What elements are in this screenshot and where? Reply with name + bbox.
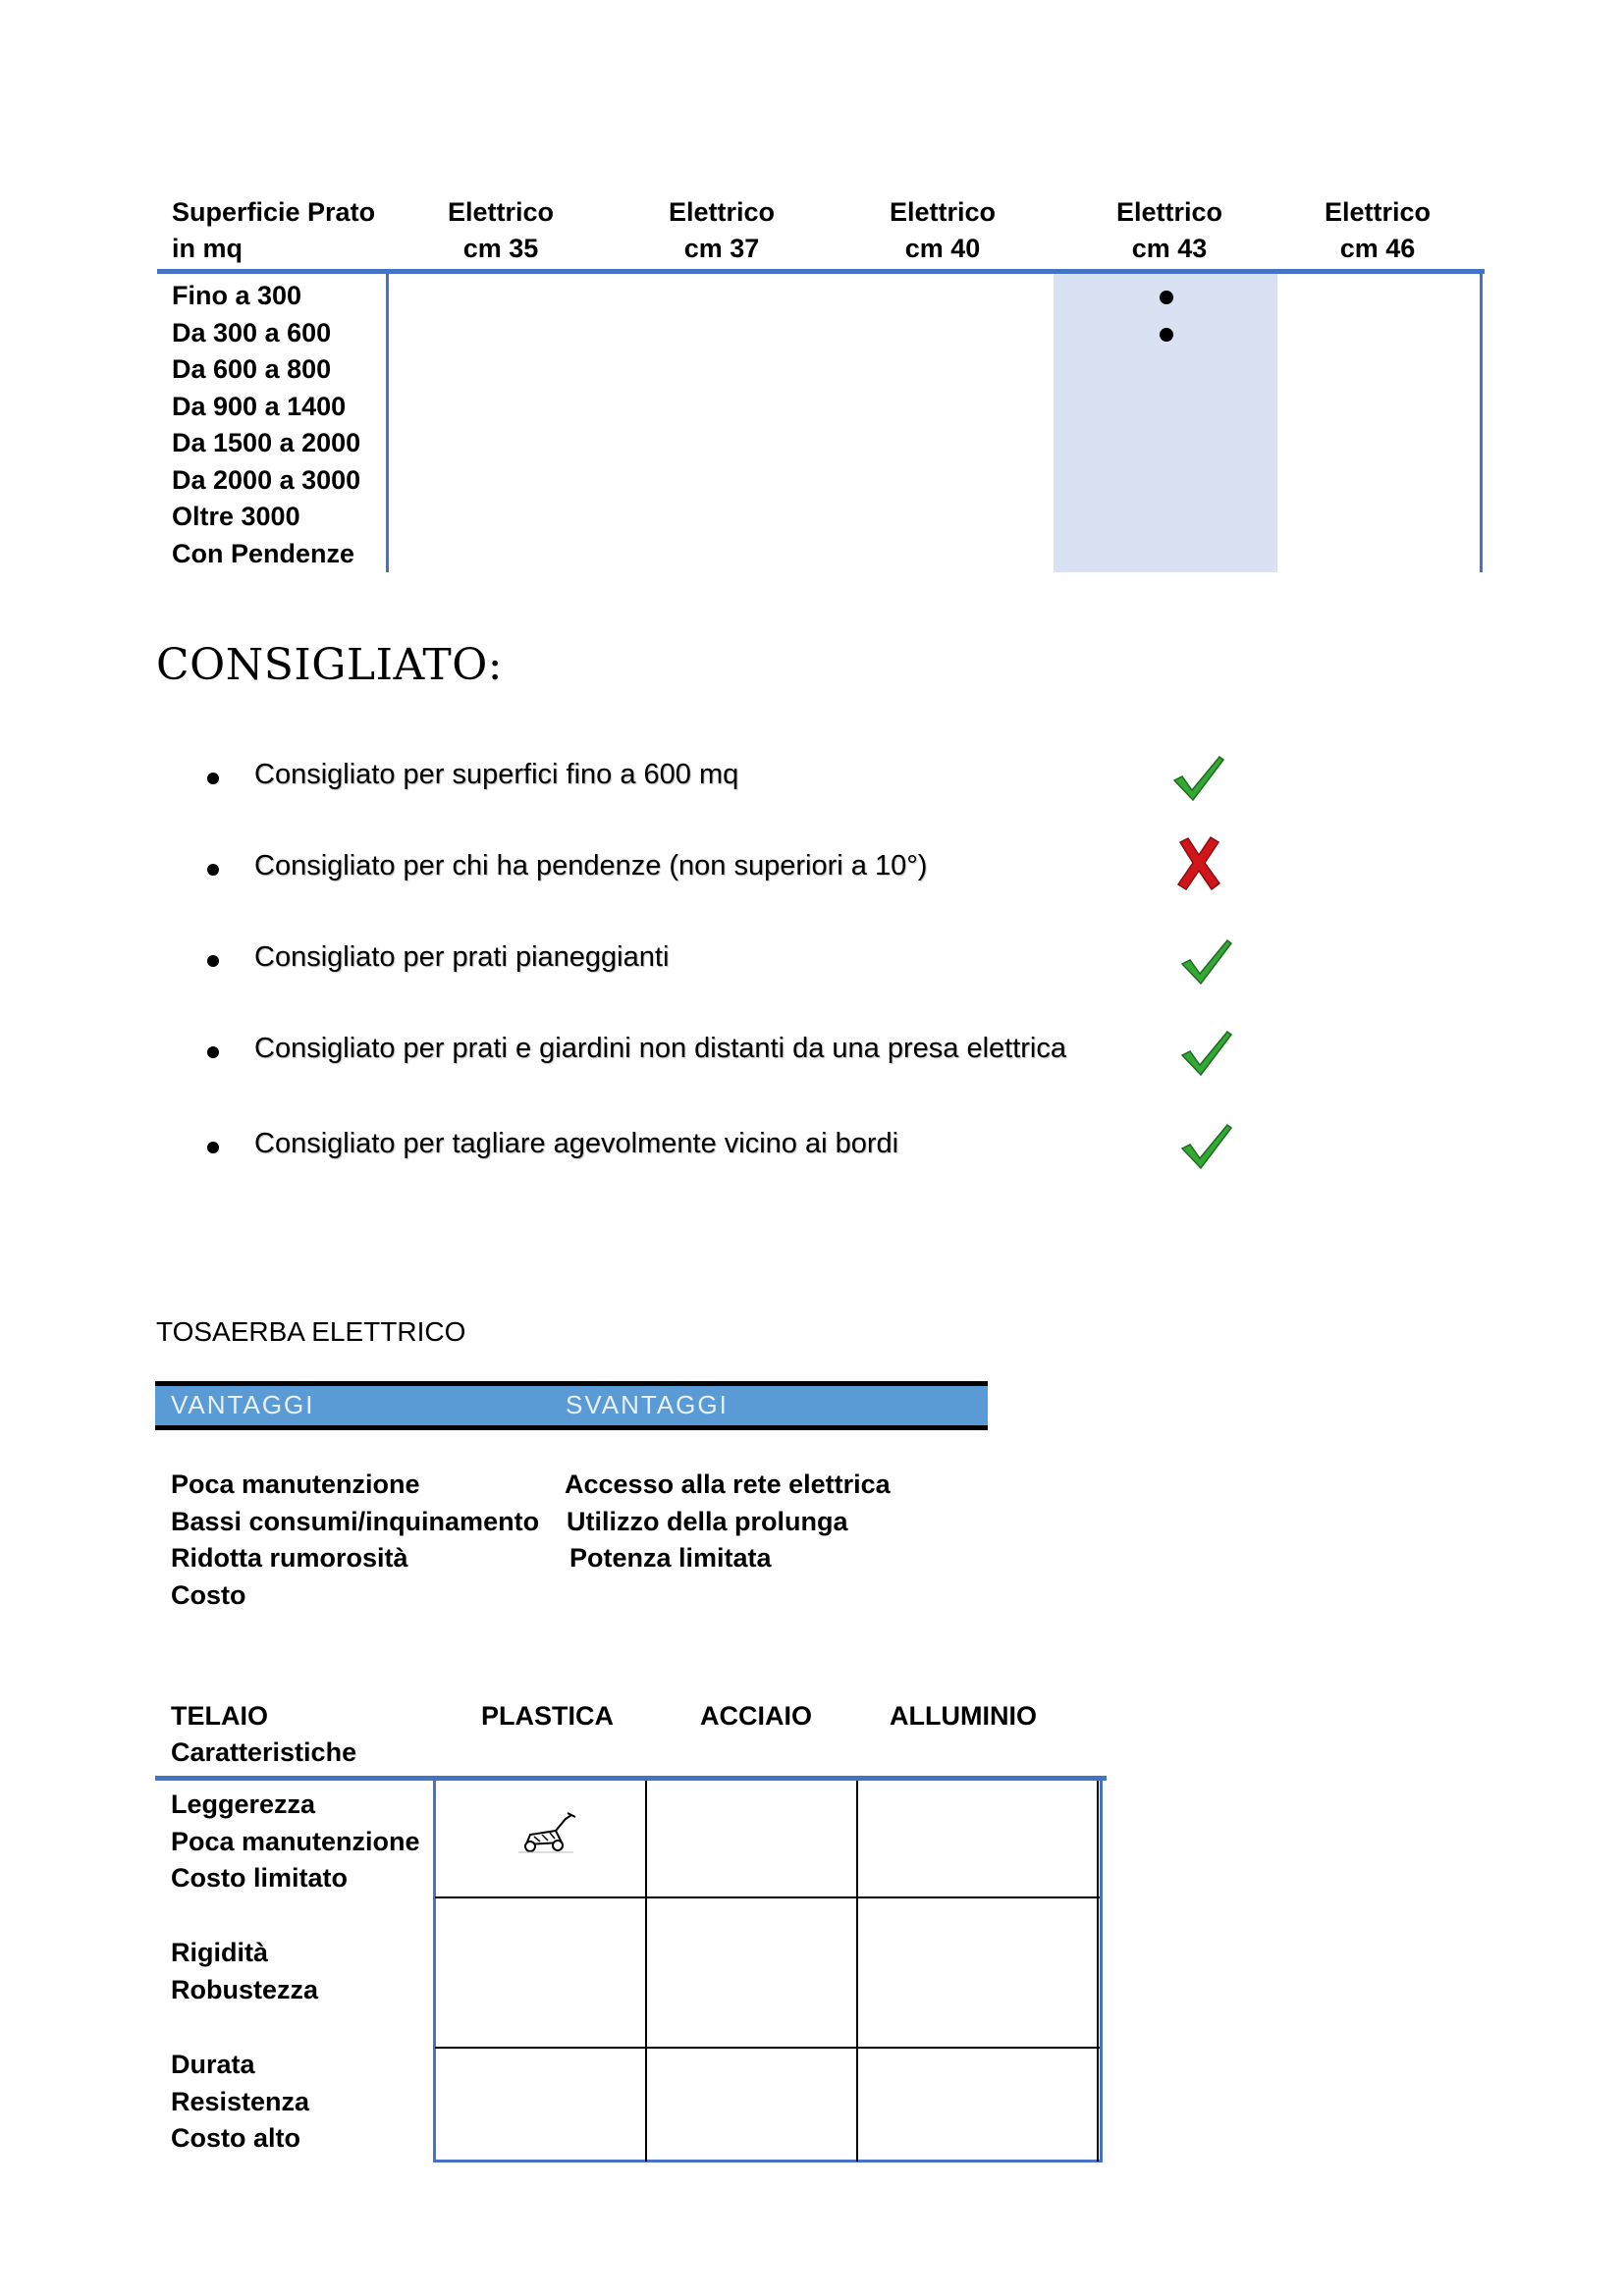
vantaggi-item: Bassi consumi/inquinamento [171,1506,540,1536]
svantaggi-item: Utilizzo della prolunga [567,1506,848,1536]
column-header-alluminio: ALLUMINIO [890,1701,1037,1731]
table-rule-bottom [155,1425,988,1430]
check-icon [1178,934,1235,988]
frame-header-line1: TELAIO [171,1701,268,1731]
column-header-type: Elettrico [668,197,776,227]
bullet-dot [207,1142,219,1153]
mark-dot [1160,328,1173,342]
svantaggi-item: Accesso alla rete elettrica [565,1469,891,1499]
column-header-acciaio: ACCIAIO [700,1701,812,1731]
grid-bottom-border [433,2160,1103,2163]
right-table-border [1480,274,1483,572]
vantaggi-item: Costo [171,1579,246,1610]
surface-header-line2: in mq [172,234,243,263]
header-rule [155,1776,1107,1781]
frame-feature: Resistenza [171,2086,310,2116]
bullet-dot [207,1046,219,1058]
consigliato-item: Consigliato per superfici fino a 600 mq [254,759,739,790]
surface-row: Con Pendenze [172,538,355,568]
mark-dot [1160,291,1173,304]
grid-row-divider [435,1896,1100,1898]
surface-row: Oltre 3000 [172,502,300,531]
column-header-size: cm 40 [904,234,981,263]
frame-group-1 [171,1787,420,1897]
cross-icon [1174,834,1223,891]
column-header-size: cm 37 [683,234,760,263]
frame-header-line2: Caratteristiche [171,1737,357,1767]
column-header-cm35 [412,194,589,267]
section-title: TOSAERBA ELETTRICO [156,1316,466,1347]
lawnmower-icon [516,1811,585,1858]
column-header-cm43 [1081,194,1258,267]
frame-feature: Poca manutenzione [171,1826,420,1856]
consigliato-title: CONSIGLIATO: [156,640,504,690]
bullet-dot [207,773,219,784]
frame-header [171,1698,356,1771]
consigliato-item: Consigliato per chi ha pendenze (non superiori a 10°) [254,850,928,881]
bullet-dot [207,955,219,967]
column-header-size: cm 43 [1131,234,1208,263]
frame-feature: Robustezza [171,1974,319,2004]
surface-row: Da 900 a 1400 [172,391,347,421]
vantaggi-list [171,1467,539,1614]
check-icon [1178,1026,1235,1079]
surface-row: Fino a 300 [172,281,302,310]
grid-divider [645,1781,647,2162]
grid-right-border [1100,1781,1103,2162]
surface-header-line1: Superficie Prato [172,197,376,227]
frame-group-3 [171,2047,309,2158]
left-column-border [386,274,389,572]
frame-feature: Costo alto [171,2123,300,2153]
check-icon [1178,1119,1235,1172]
surface-row: Da 300 a 600 [172,317,332,347]
bullet-dot [207,864,219,876]
surface-row-labels [172,278,360,572]
column-header-type: Elettrico [1115,197,1223,227]
frame-feature: Rigidità [171,1938,268,1967]
frame-feature: Leggerezza [171,1789,316,1819]
surface-row: Da 600 a 800 [172,354,332,384]
grid-divider [856,1781,858,2162]
surface-header [172,194,398,267]
column-header-cm37 [633,194,810,267]
column-header-type: Elettrico [447,197,555,227]
svantaggi-item: Potenza limitata [569,1543,772,1573]
grid-row-divider [435,2047,1100,2049]
vantaggi-item: Poca manutenzione [171,1469,420,1499]
consigliato-item: Consigliato per tagliare agevolmente vicino ai bordi [254,1128,899,1159]
column-header-type: Elettrico [1324,197,1432,227]
highlight-column-cm43 [1054,274,1277,572]
svantaggi-label: SVANTAGGI [566,1390,729,1419]
column-header-type: Elettrico [889,197,997,227]
column-header-size: cm 46 [1339,234,1416,263]
frame-feature: Costo limitato [171,1863,348,1893]
column-header-cm46 [1289,194,1466,267]
consigliato-item: Consigliato per prati e giardini non distanti da una presa elettrica [254,1033,1066,1064]
vantaggi-label: VANTAGGI [171,1390,315,1419]
column-header-size: cm 35 [462,234,539,263]
vantaggi-item: Ridotta rumorosità [171,1543,408,1573]
grid-divider [1097,1781,1099,2162]
check-icon [1170,751,1227,804]
grid-left-border [433,1781,436,2162]
frame-group-2 [171,1935,318,2008]
frame-feature: Durata [171,2050,255,2079]
svantaggi-list [565,1467,891,1577]
column-header-plastica: PLASTICA [481,1701,614,1731]
surface-row: Da 1500 a 2000 [172,428,361,457]
surface-row: Da 2000 a 3000 [172,464,361,495]
header-rule [157,269,1485,274]
consigliato-item: Consigliato per prati pianeggianti [254,941,670,973]
column-header-cm40 [854,194,1031,267]
